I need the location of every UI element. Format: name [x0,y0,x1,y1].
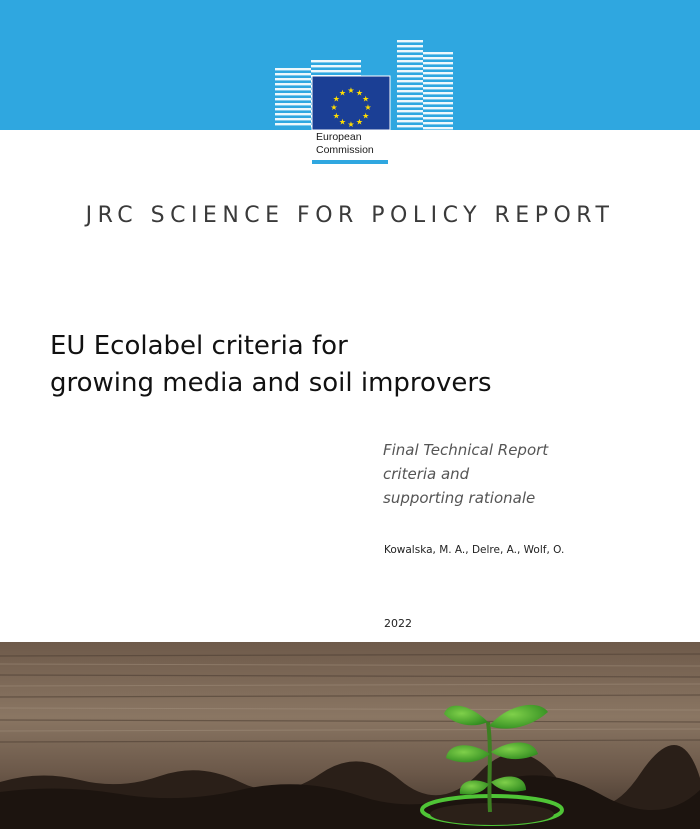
svg-text:★: ★ [362,111,370,121]
logo-label-line: European [316,131,362,143]
logo-underline [312,160,388,164]
svg-text:★: ★ [355,88,364,98]
svg-text:★: ★ [338,88,347,98]
logo-label-line: Commission [316,144,374,156]
svg-text:★: ★ [332,94,340,104]
authors: Kowalska, M. A., Delre, A., Wolf, O. [384,544,565,556]
publication-year: 2022 [384,617,412,630]
plant-seedling-in-soil-photo [0,642,700,829]
report-title [50,328,650,402]
svg-text:★: ★ [330,103,338,112]
series-title: JRC SCIENCE FOR POLICY REPORT [85,203,615,228]
svg-text:★: ★ [364,103,372,112]
report-subtitle [383,438,683,510]
report-title-line: EU Ecolabel criteria for [50,331,348,361]
report-title-line: growing media and soil improvers [50,368,492,398]
svg-text:★: ★ [355,117,364,127]
svg-text:★: ★ [338,117,347,127]
svg-text:★: ★ [332,111,340,121]
subtitle-line: supporting rationale [383,489,536,507]
svg-text:★: ★ [362,94,370,104]
logo-label [316,131,374,157]
svg-text:★: ★ [347,86,355,95]
subtitle-line: Final Technical Report [383,441,549,459]
subtitle-line: criteria and [383,465,470,483]
svg-text:★: ★ [347,120,355,129]
